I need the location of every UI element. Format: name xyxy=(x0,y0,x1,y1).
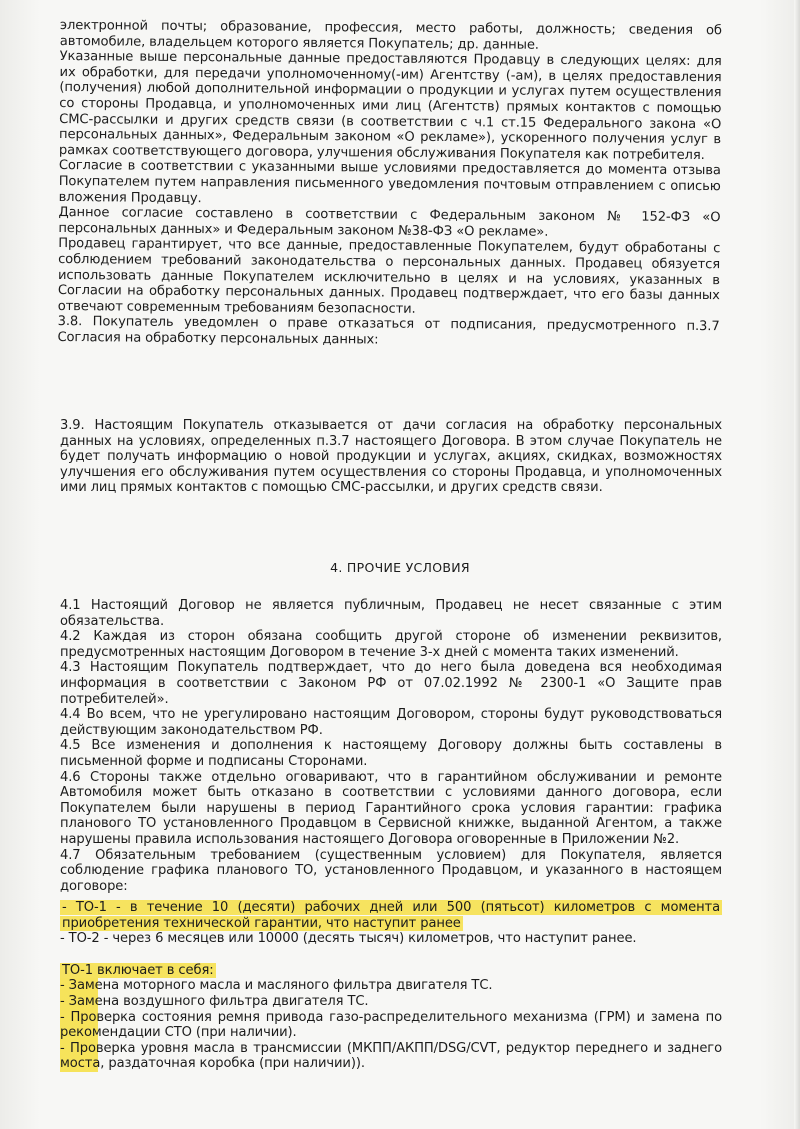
maintenance-schedule xyxy=(60,900,722,1072)
paragraph-law-reference: Данное согласие составлено в соответствии с Федеральным законом № 152-ФЗ «О персональных данных» и Федеральным законом №38-ФЗ «О рекламе». xyxy=(58,205,721,240)
clause-4-6: 4.6 Стороны также отдельно оговаривают, что в гарантийном обслуживании и ремонте Автомобиля может быть отказано в соответствии с условиями данного договора, если Покупателем были нарушены в период Гарантийного срока условия гарантии: графика планового ТО установленного Продавцом в Сервисной книжке, выданной Агентом, а также нарушены правила использования настоящего Договора оговоренные в Приложении №2. xyxy=(60,769,722,847)
to1-schedule-line xyxy=(60,900,722,931)
consent-block xyxy=(57,18,722,351)
to1-includes-title-line xyxy=(60,963,722,979)
to1-item-air-filter: - Замена воздушного фильтра двигателя ТС. xyxy=(60,994,722,1010)
to1-includes-title: ТО-1 включает в себя: xyxy=(62,962,214,978)
clause-3-8: 3.8. Покупатель уведомлен о праве отказаться от подписания, предусмотренного п.3.7 Согласия на обработку персональных данных: xyxy=(57,314,720,348)
to1-highlight: - ТО-1 - в течение 10 (десяти) рабочих дней или 500 (пятьсот) километров с момента приобретения технической гарантии, что наступит ранее xyxy=(62,900,720,931)
clause-4-3: 4.3 Настоящим Покупатель подтверждает, что до него была доведена вся необходимая информация в соответствии с Законом РФ от 07.02.1992 № 2300-1 «О Защите прав потребителей». xyxy=(60,660,722,707)
paragraph-seller-guarantee: Продавец гарантирует, что все данные, предоставленные Покупателем, будут обработаны с соблюдением требований законодательства о персональных данных. Продавец обязуется использовать данные Покупателем исключительно в целях и на условиях, указанных в Согласии на обработку персональных данных. Продавец подтверждает, что его базы данных отвечают современным требованиям безопасности. xyxy=(57,236,721,317)
paragraph-purposes: Указанные выше персональные данные предоставляются Продавцу в следующих целях: для их обработки, для передачи уполномоченному(-им) Агентству (-ам), в целях предоставления (получения) любой дополнительной информации о продукции и услугах путем осуществления со стороны Продавца, и уполномоченных ими лиц (Агентств) прямых контактов с помощью СМС-рассылки и других средств связи (в соответствии с ч.1 ст.15 Федерального закона «О персональных данных», Федеральным законом «О рекламе»), ускоренного получения услуг в рамках соответствующего договора, улучшения обслуживания Покупателя как потребителя. xyxy=(58,49,722,163)
clause-4-4: 4.4 Во всем, что не урегулировано настоящим Договором, стороны будут руководствоваться действующим законодательством РФ. xyxy=(60,707,722,738)
clause-3-9-block xyxy=(60,418,722,496)
to2-schedule-line: - ТО-2 - через 6 месяцев или 10000 (десять тысяч) километров, что наступит ранее. xyxy=(60,931,637,947)
to1-item-timing-belt: - Проверка состояния ремня привода газо-распределительного механизма (ГРМ) и замена по рекомендации СТО (при наличии). xyxy=(60,1009,722,1041)
clause-4-1: 4.1 Настоящий Договор не является публичным, Продавец не несет связанные с этим обязательства. xyxy=(60,598,722,629)
section-4-block xyxy=(60,598,722,894)
page-edge-shadow xyxy=(794,0,800,1129)
to1-item-oil: - Замена моторного масла и масляного фильтра двигателя ТС. xyxy=(60,978,722,994)
to1-item-transmission-oil: - Проверка уровня масла в трансмиссии (МКПП/АКПП/DSG/CVT, редуктор переднего и заднего моста, раздаточная коробка (при наличии)). xyxy=(60,1040,722,1072)
clause-4-2: 4.2 Каждая из сторон обязана сообщить другой стороне об изменении реквизитов, предусмотренных настоящим Договором в течение 3-х дней с момента таких изменений. xyxy=(60,629,722,660)
paragraph-consent-withdrawal: Согласие в соответствии с указанными выше условиями предоставляется до момента отзыва Покупателем путем направления письменного уведомления почтовым отправлением с описью вложения Продавцу. xyxy=(58,158,721,206)
section-4-title: 4. ПРОЧИЕ УСЛОВИЯ xyxy=(330,560,470,575)
clause-3-9: 3.9. Настоящим Покупатель отказывается от дачи согласия на обработку персональных данных на условиях, определенных п.3.7 настоящего Договора. В этом случае Покупатель не будет получать информацию о новой продукции и услугах, акциях, скидках, возможностях улучшения его обслуживания путем осуществления со стороны Продавца, и уполномоченных ими лиц прямых контактов с помощью СМС-рассылки, и других средств связи. xyxy=(60,418,722,496)
paragraph-personal-data-list: электронной почты; образование, профессия, место работы, должность; сведения об автомобиле, владельцем которого является Покупатель; др. данные. xyxy=(59,18,722,53)
clause-4-5: 4.5 Все изменения и дополнения к настоящему Договору должны быть составлены в письменной форме и подписаны Сторонами. xyxy=(60,738,722,769)
clause-4-7: 4.7 Обязательным требованием (существенным условием) для Покупателя, является соблюдение графика планового ТО, установленного Продавцом, и указанного в настоящем договоре: xyxy=(60,847,722,894)
